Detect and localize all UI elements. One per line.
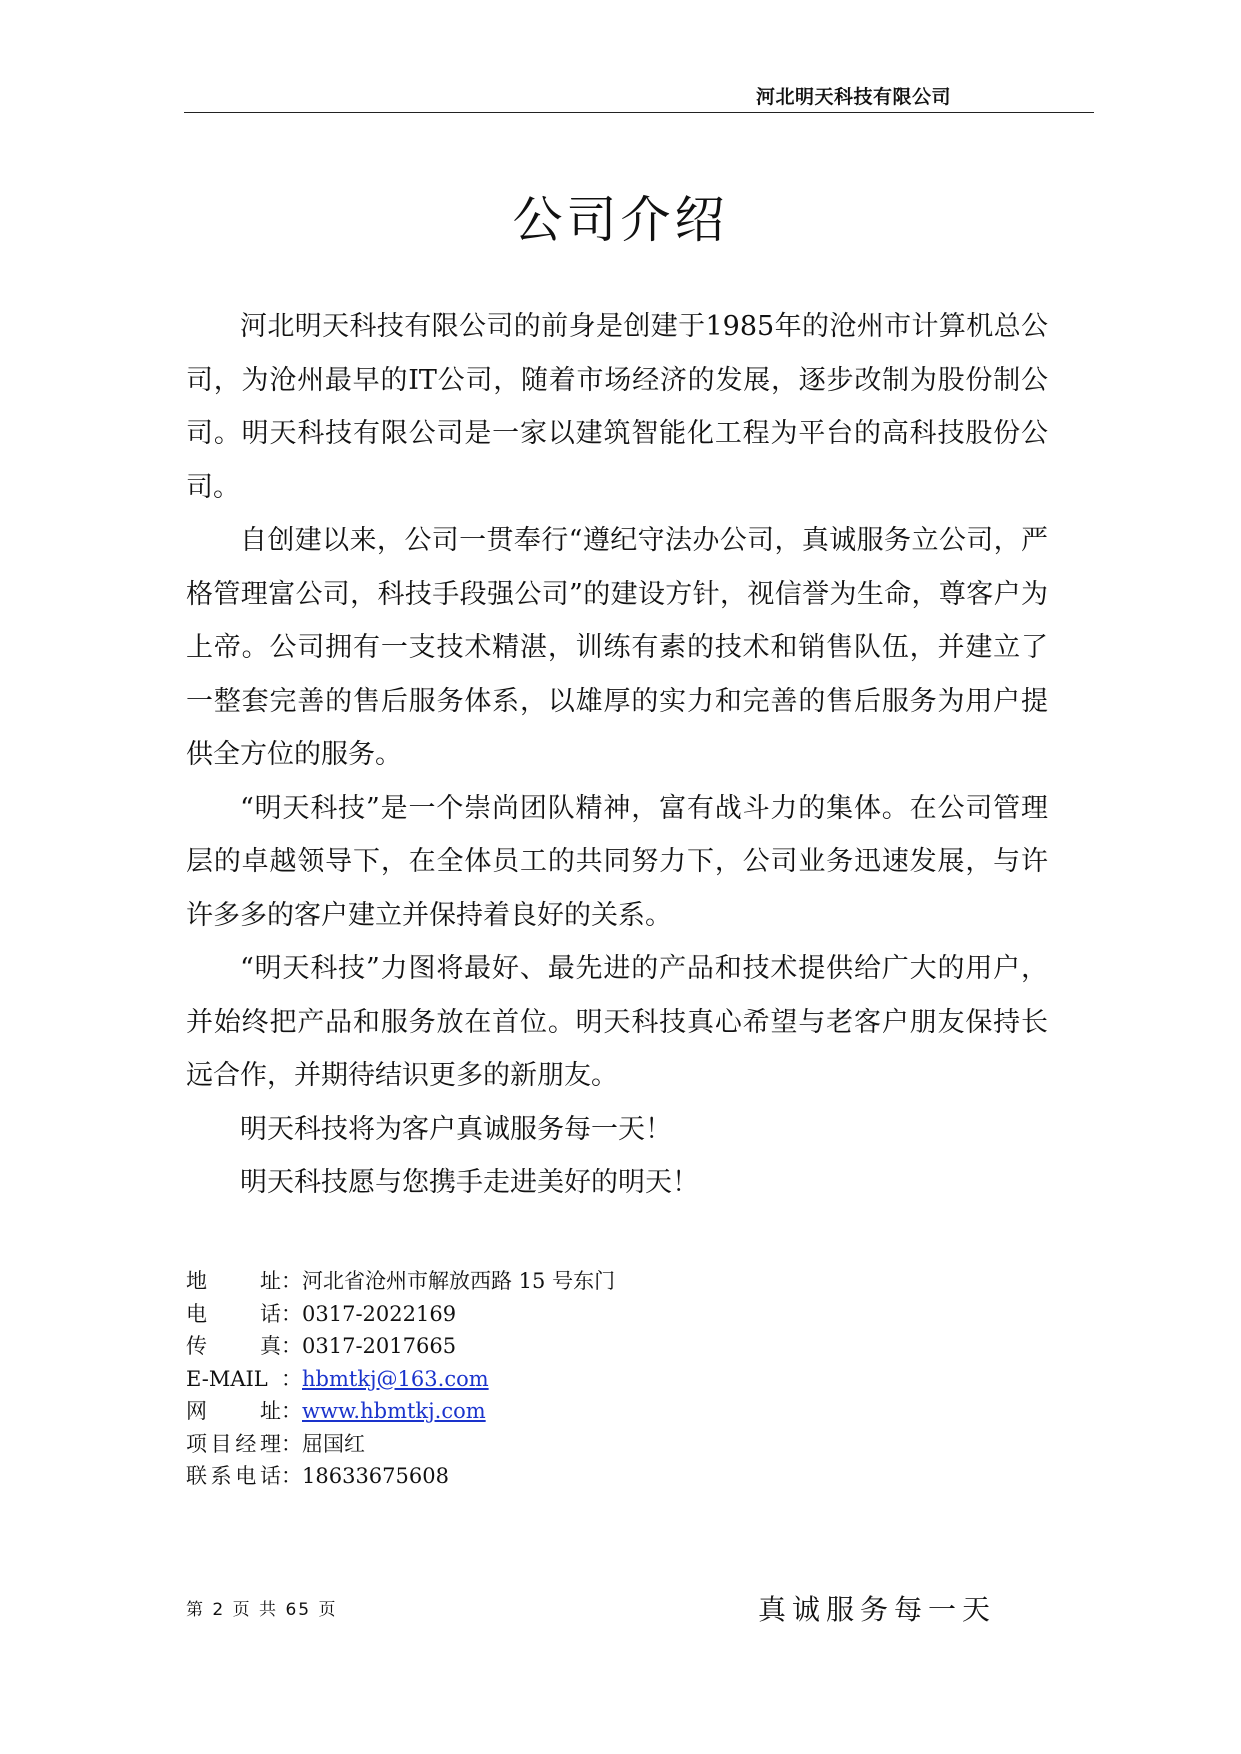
website-separator: ： — [281, 1399, 302, 1423]
contact-phone-separator: ： — [281, 1464, 302, 1488]
contact-row-manager — [186, 1428, 615, 1461]
paragraph-team: “明天科技”是一个崇尚团队精神，富有战斗力的集体。在公司管理层的卓越领导下，在全体员工的共同努力下，公司业务迅速发展，与许许多多的客户建立并保持着良好的关系。 — [186, 792, 1048, 931]
address-separator: ： — [281, 1269, 302, 1293]
contact-row-phone — [186, 1298, 615, 1331]
page-total: 65 — [285, 1600, 312, 1620]
contact-row-website — [186, 1395, 615, 1428]
phone-value: 0317-2022169 — [302, 1301, 457, 1326]
manager-label: 项目经理 — [186, 1431, 281, 1456]
contact-info — [186, 1265, 615, 1493]
address-label: 地址 — [186, 1269, 281, 1293]
website-link[interactable]: www.hbmtkj.com — [302, 1399, 486, 1423]
email-link[interactable]: hbmtkj@163.com — [302, 1366, 489, 1391]
page-header — [184, 80, 1094, 113]
contact-phone-value: 18633675608 — [302, 1464, 449, 1488]
body-text — [186, 300, 1048, 1210]
website-label: 网址 — [186, 1399, 281, 1423]
fax-label: 传真 — [186, 1334, 281, 1358]
header-company-name: 河北明天科技有限公司 — [755, 86, 951, 108]
address-value: 河北省沧州市解放西路 15 号东门 — [302, 1269, 616, 1293]
email-label: E-MAIL — [186, 1366, 268, 1391]
page-current: 2 — [212, 1600, 226, 1620]
manager-value: 屈国红 — [302, 1431, 365, 1456]
paragraph-history: 河北明天科技有限公司的前身是创建于1985年的沧州市计算机总公司，为沧州最早的IT公司，随着市场经济的发展，逐步改制为股份制公司。明天科技有限公司是一家以建筑智能化工程为平台的高科技股份公司。 — [186, 311, 1048, 503]
contact-row-address — [186, 1265, 615, 1298]
paragraph-products: “明天科技”力图将最好、最先进的产品和技术提供给广大的用户，并始终把产品和服务放在首位。明天科技真心希望与老客户朋友保持长远合作，并期待结识更多的新朋友。 — [186, 953, 1048, 1091]
contact-phone-label: 联系电话 — [186, 1464, 281, 1488]
paragraph-principles: 自创建以来，公司一贯奉行“遵纪守法办公司，真诚服务立公司，严格管理富公司，科技手段强公司”的建设方针，视信誉为生命，尊客户为上帝。公司拥有一支技术精湛，训练有素的技术和销售队伍，并建立了一整套完善的售后服务体系，以雄厚的实力和完善的售后服务为用户提供全方位的服务。 — [186, 525, 1048, 770]
contact-row-fax — [186, 1330, 615, 1363]
email-separator: ： — [281, 1366, 302, 1391]
page-middle: 页 共 — [232, 1600, 279, 1620]
fax-value: 0317-2017665 — [302, 1334, 457, 1358]
paragraph-slogan-future: 明天科技愿与您携手走进美好的明天！ — [240, 1167, 699, 1198]
page-suffix: 页 — [318, 1600, 338, 1620]
contact-row-email — [186, 1363, 615, 1396]
paragraph-slogan-service: 明天科技将为客户真诚服务每一天！ — [240, 1113, 672, 1145]
contact-row-contact-phone — [186, 1460, 615, 1493]
footer-slogan: 真诚服务每一天 — [758, 1593, 997, 1626]
phone-label: 电话 — [186, 1301, 281, 1326]
page-title: 公司介绍 — [512, 191, 729, 249]
manager-separator: ： — [281, 1431, 302, 1456]
fax-separator: ： — [281, 1334, 302, 1358]
page-number — [186, 1595, 338, 1620]
page-prefix: 第 — [186, 1600, 205, 1620]
phone-separator: ： — [281, 1301, 302, 1326]
